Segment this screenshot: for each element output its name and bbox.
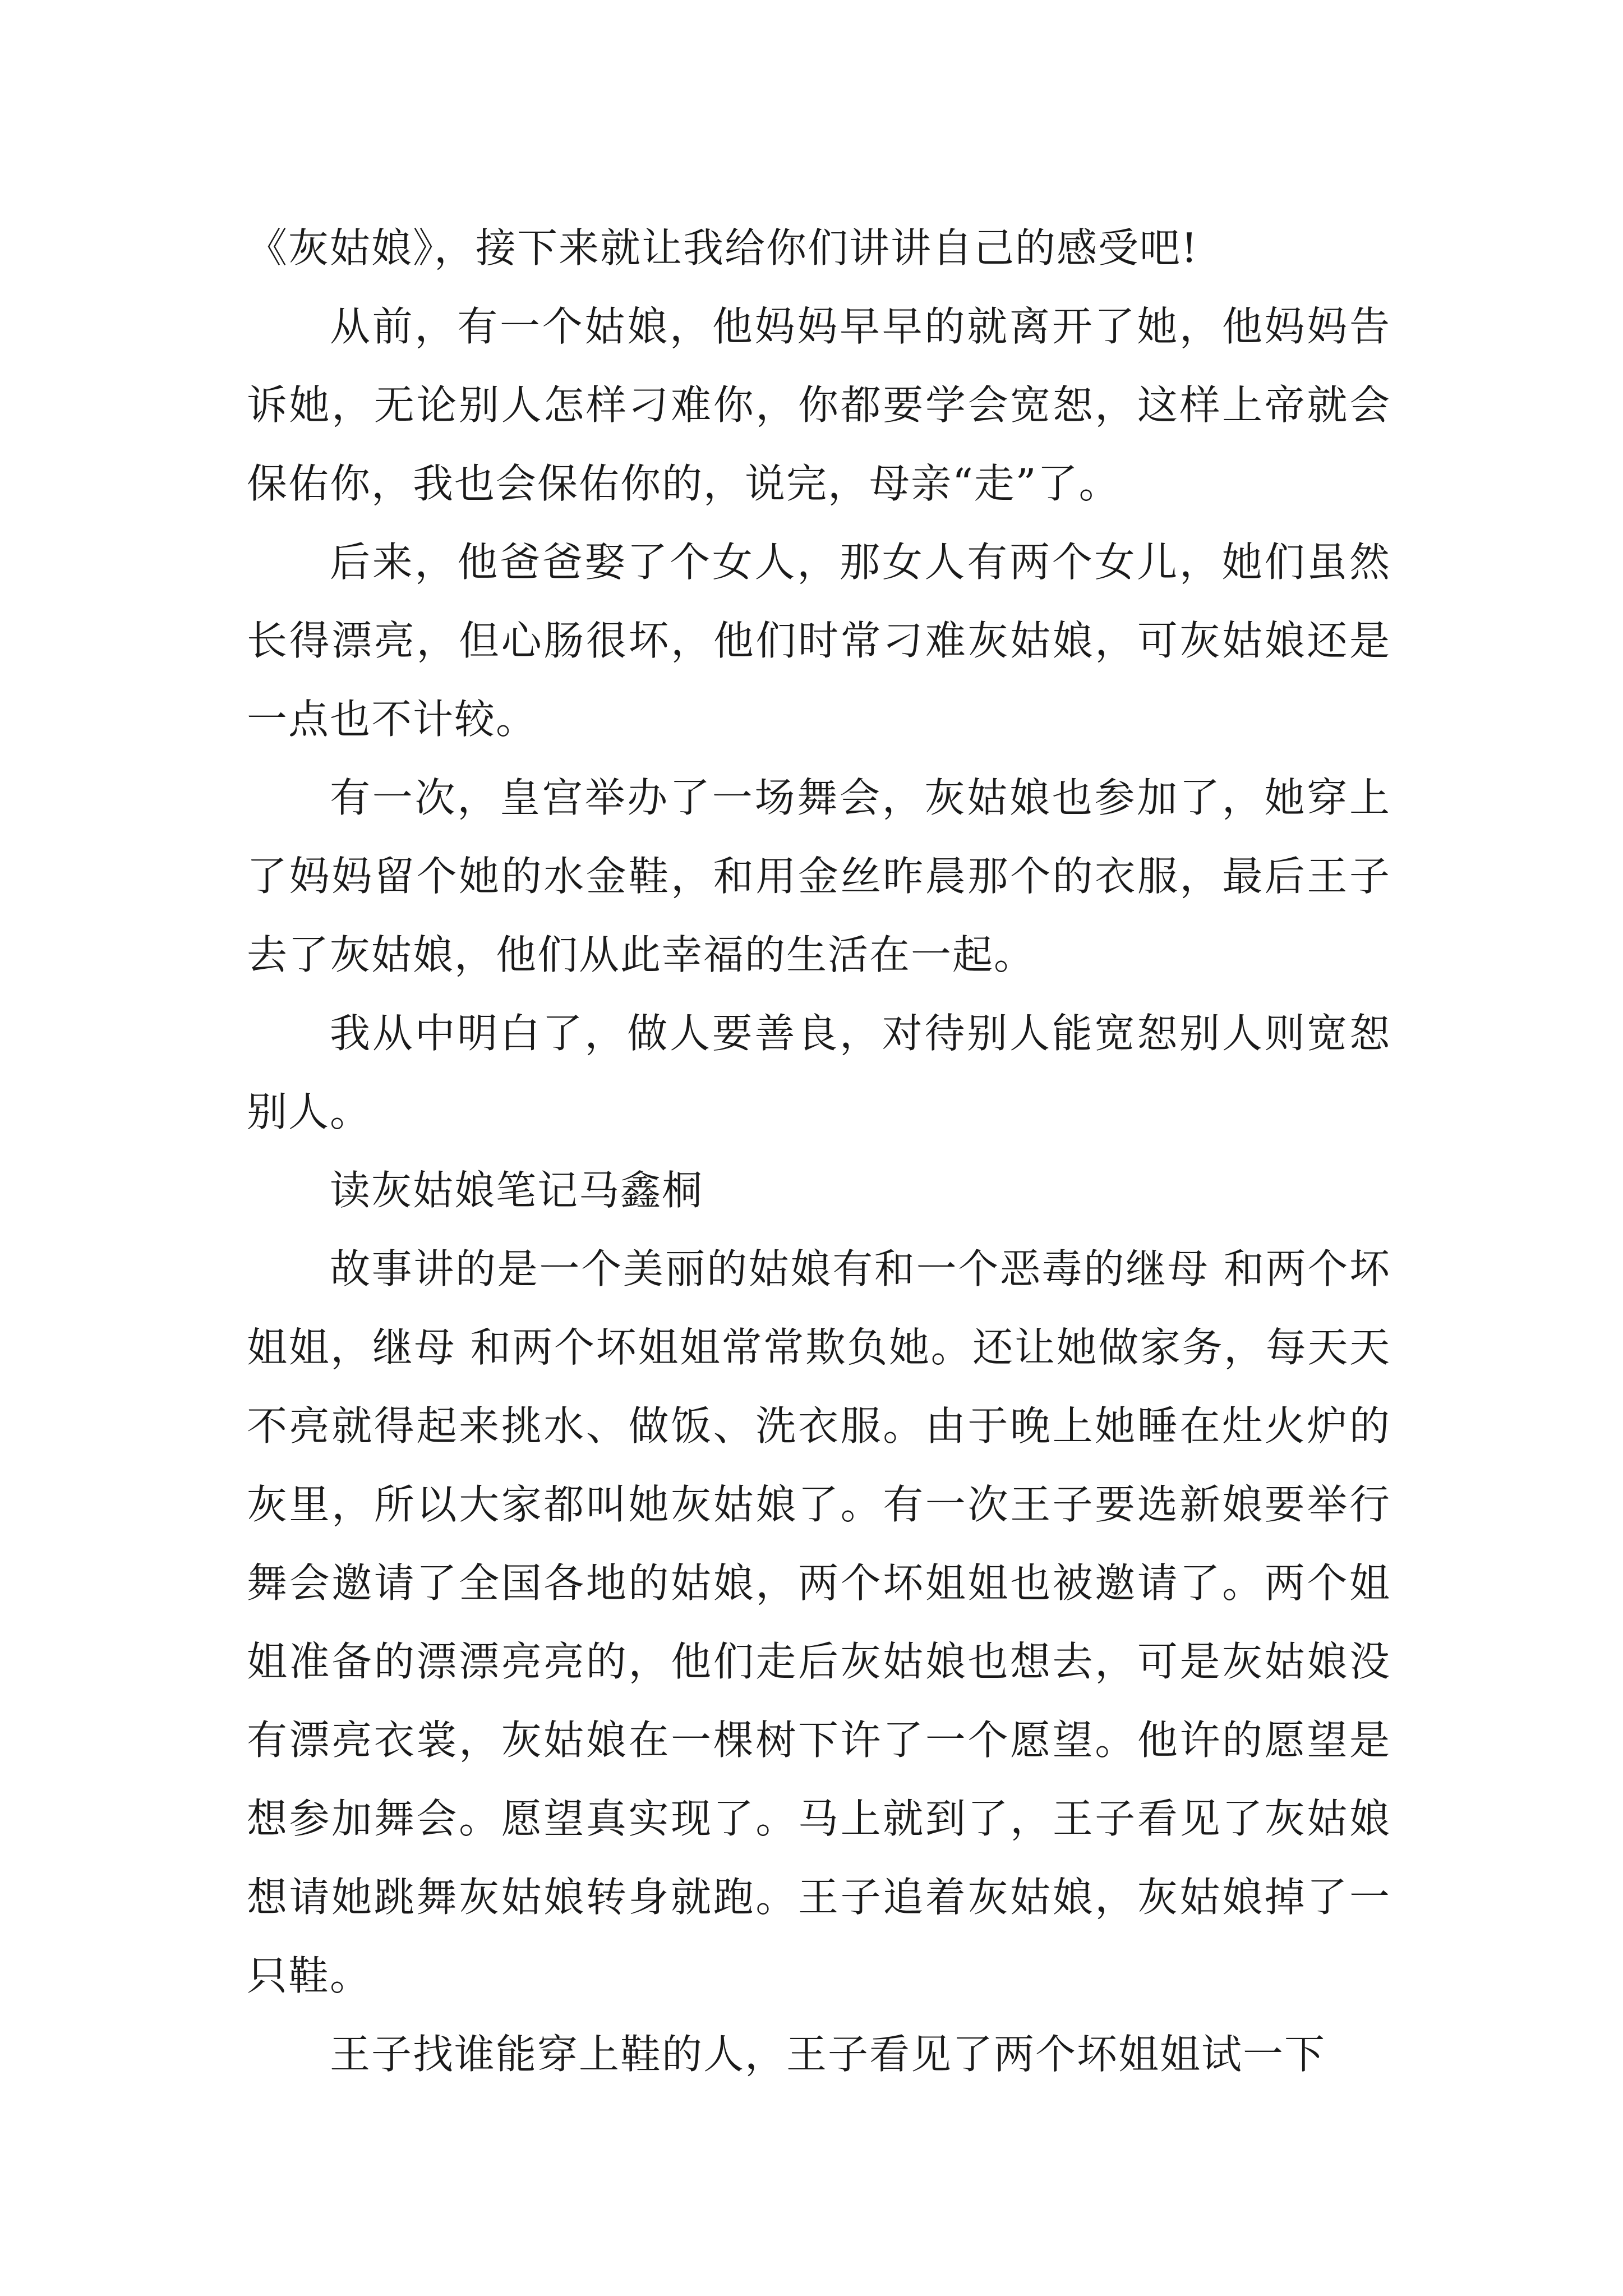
- paragraph-intro: 《灰姑娘》，接下来就让我给你们讲讲自己的感受吧!: [247, 224, 1198, 272]
- paragraph-ball: 有一次，皇宫举办了一场舞会，灰姑娘也参加了，她穿上了妈妈留个她的水金鞋，和用金丝昨晨那个的衣服，最后王子去了灰姑娘，他们从此幸福的生活在一起。: [247, 774, 1391, 978]
- paragraph-mother: 从前，有一个姑娘，他妈妈早早的就离开了她，他妈妈告诉她，无论别人怎样刁难你，你都要学会宽恕，这样上帝就会保佑你，我也会保佑你的，说完，母亲“走”了。: [247, 303, 1391, 507]
- document-body: [247, 209, 1391, 2093]
- paragraph-prince: 王子找谁能穿上鞋的人，王子看见了两个坏姐姐试一下: [330, 2031, 1326, 2078]
- paragraph-story: 故事讲的是一个美丽的姑娘有和一个恶毒的继母 和两个坏姐姐，继母 和两个坏姐姐常常欺负她。还让她做家务，每天天不亮就得起来挑水、做饭、洗衣服。由于晚上她睡在灶火炉的灰里，所以大家都叫她灰姑娘了。有一次王子要选新娘要举行舞会邀请了全国各地的姑娘，两个坏姐姐也被邀请了。两个姐姐准备的漂漂亮亮的，他们走后灰姑娘也想去，可是灰姑娘没有漂亮衣裳，灰姑娘在一棵树下许了一个愿望。他许的愿望是想参加舞会。愿望真实现了。马上就到了，王子看见了灰姑娘想请她跳舞灰姑娘转身就跑。王子追着灰姑娘，灰姑娘掉了一只鞋。: [247, 1245, 1391, 1999]
- section-title: 读灰姑娘笔记马鑫桐: [330, 1167, 704, 1214]
- paragraph-lesson: 我从中明白了，做人要善良，对待别人能宽恕别人则宽恕别人。: [247, 1010, 1391, 1135]
- paragraph-stepmother: 后来，他爸爸娶了个女人，那女人有两个女儿，她们虽然长得漂亮，但心肠很坏，他们时常刁难灰姑娘，可灰姑娘还是一点也不计较。: [247, 539, 1391, 743]
